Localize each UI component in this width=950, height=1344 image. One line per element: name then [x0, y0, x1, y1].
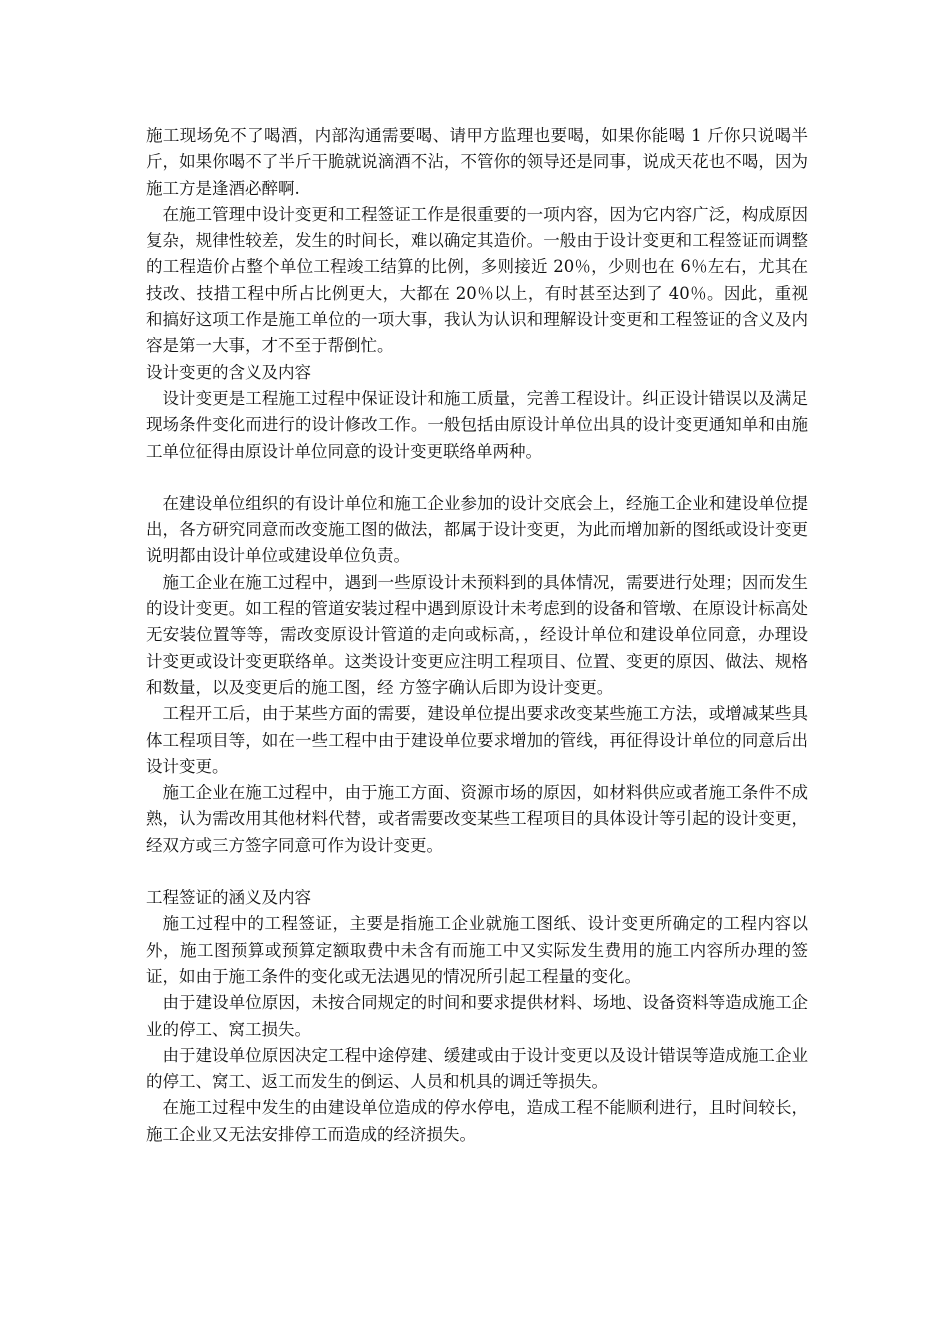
paragraph-visa-item: 施工过程中的工程签证，主要是指施工企业就施工图纸、设计变更所确定的工程内容以外，施工图预算或预算定额取费中未含有而施工中又实际发生费用的施工内容所办理的签证，如由于施工条件的变化或无法遇见的情况所引起工程量的变化。 [146, 914, 808, 986]
paragraph-visa-item: 在施工过程中发生的由建设单位造成的停水停电，造成工程不能顺利进行，且时间较长，施工企业又无法安排停工而造成的经济损失。 [146, 1098, 808, 1144]
blank-line [146, 465, 808, 491]
section-heading-site-visa: 工程签证的涵义及内容 [146, 888, 311, 908]
paragraph-drinking: 施工现场免不了喝酒，内部沟通需要喝、请甲方监理也要喝，如果你能喝 1 斤你只说喝半斤，如果你喝不了半斤干脆就说滴酒不沾，不管你的领导还是同事，说成天花也不喝，因为施工方是逢酒必醉啊. [146, 126, 808, 198]
paragraph-visa-item: 由于建设单位原因，未按合同规定的时间和要求提供材料、场地、设备资料等造成施工企业的停工、窝工损失。 [146, 993, 808, 1039]
paragraph-design-change-item: 施工企业在施工过程中，遇到一些原设计未预料到的具体情况，需要进行处理；因而发生的设计变更。如工程的管道安装过程中遇到原设计未考虑到的设备和管墩、在原设计标高处无安装位置等等，需改变原设计管道的走向或标高，，经设计单位和建设单位同意，办理设计变更或设计变更联络单。这类设计变更应注明工程项目、位置、变更的原因、做法、规格和数量，以及变更后的施工图，经 方签字确认后即为设计变更。 [146, 572, 808, 697]
paragraph-design-change-definition: 设计变更是工程施工过程中保证设计和施工质量，完善工程设计。纠正设计错误以及满足现场条件变化而进行的设计修改工作。一般包括由原设计单位出具的设计变更通知单和由施工单位征得由原设计单位同意的设计变更联络单两种。 [146, 388, 808, 461]
document-page [146, 123, 808, 1148]
section-heading-design-change: 设计变更的含义及内容 [146, 362, 311, 382]
paragraph-design-change-item: 在建设单位组织的有设计单位和施工企业参加的设计交底会上，经施工企业和建设单位提出，各方研究同意而改变施工图的做法，都属于设计变更，为此而增加新的图纸或设计变更说明都由设计单位或建设单位负责。 [146, 493, 808, 566]
paragraph-visa-item: 由于建设单位原因决定工程中途停建、缓建或由于设计变更以及设计错误等造成施工企业的停工、窝工、返工而发生的倒运、人员和机具的调迁等损失。 [146, 1045, 808, 1092]
paragraph-design-change-item: 工程开工后，由于某些方面的需要，建设单位提出要求改变某些施工方法，或增减某些具体工程项目等，如在一些工程中由于建设单位要求增加的管线，再征得设计单位的同意后出设计变更。 [146, 704, 808, 776]
blank-line [146, 859, 808, 885]
paragraph-design-change-item: 施工企业在施工过程中，由于施工方面、资源市场的原因，如材料供应或者施工条件不成熟，认为需改用其他材料代替，或者需要改变某些工程项目的具体设计等引起的设计变更，经双方或三方签字同意可作为设计变更。 [146, 783, 808, 855]
paragraph-intro: 在施工管理中设计变更和工程签证工作是很重要的一项内容，因为它内容广泛，构成原因复杂，规律性较差，发生的时间长，难以确定其造价。一般由于设计变更和工程签证而调整的工程造价占整个单位工程竣工结算的比例，多则接近 20％，少则也在 6％左右，尤其在技改、技措工程中所占比例更大，大都在 20％以上，有时甚至达到了 40％。因此，重视和搞好这项工作是施工单位的一项大事，我认为认识和理解设计变更和工程签证的含义及内容是第一大事，才不至于帮倒忙。 [146, 204, 808, 356]
